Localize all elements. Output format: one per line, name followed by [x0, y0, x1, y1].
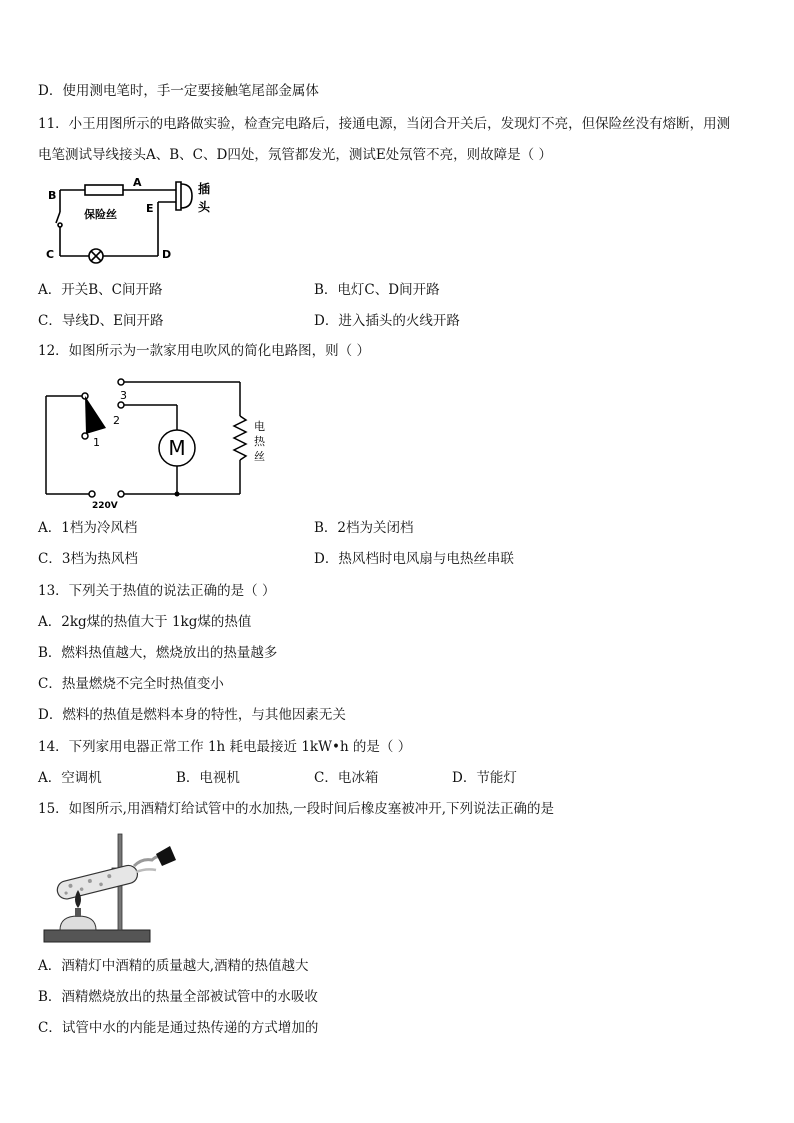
q14-option-b: B．电视机 [176, 770, 240, 786]
position-1-label: 1 [93, 436, 100, 449]
selector-switch [85, 396, 106, 434]
fuse-symbol [85, 185, 123, 195]
q13-option-c: C．热量燃烧不完全时热值变小 [38, 676, 224, 692]
q10-option-d: D．使用测电笔时，手一定要接触笔尾部金属体 [38, 83, 319, 99]
q11-stem-line2: 电笔测试导线接头A、B、C、D四处，氖管都发光，测试E处氖管不亮，则故障是（ ） [38, 147, 552, 163]
q12-option-d: D．热风档时电风扇与电热丝串联 [314, 551, 514, 567]
q13-option-d: D．燃料的热值是燃料本身的特性，与其他因素无关 [38, 707, 346, 723]
q12-option-c: C．3档为热风档 [38, 551, 138, 567]
q12-option-b: B．2档为关闭档 [314, 520, 414, 536]
q15-stem: 15．如图所示,用酒精灯给试管中的水加热,一段时间后橡皮塞被冲开,下列说法正确的是 [38, 801, 555, 817]
q12-stem: 12．如图所示为一款家用电吹风的简化电路图，则（ ） [38, 343, 370, 359]
q15-option-c: C．试管中水的内能是通过热传递的方式增加的 [38, 1020, 319, 1036]
q15-alcohol-lamp-figure [42, 828, 192, 946]
fuse-label: 保险丝 [84, 208, 117, 221]
q15-option-b: B．酒精燃烧放出的热量全部被试管中的水吸收 [38, 989, 318, 1005]
rubber-stopper [156, 846, 176, 866]
plug-label-2: 头 [198, 200, 211, 214]
q12-hair-dryer-circuit [40, 372, 280, 512]
q11-stem-line1: 11．小王用图所示的电路做实验，检查完电路后，接通电源，当闭合开关后，发现灯不亮，但保险丝没有熔断，用测 [38, 116, 731, 132]
q14-option-d: D．节能灯 [452, 770, 517, 786]
plug-symbol [176, 182, 181, 210]
label-e: E [146, 202, 154, 215]
q14-option-c: C．电冰箱 [314, 770, 379, 786]
q14-option-a: A．空调机 [38, 770, 102, 786]
q13-option-a: A．2kg煤的热值大于 1kg煤的热值 [38, 614, 252, 630]
q11-option-a: A．开关B、C间开路 [38, 282, 163, 298]
label-d: D [162, 248, 172, 261]
label-c: C [46, 248, 55, 261]
q11-option-d: D．进入插头的火线开路 [314, 313, 460, 329]
q11-option-b: B．电灯C、D间开路 [314, 282, 440, 298]
position-2-label: 2 [113, 414, 120, 427]
q13-stem: 13．下列关于热值的说法正确的是（ ） [38, 583, 276, 599]
voltage-label: 220V [92, 501, 118, 511]
label-b: B [48, 189, 57, 202]
position-3-label: 3 [120, 389, 127, 402]
motor-label: M [168, 436, 186, 460]
switch-symbol [56, 212, 60, 223]
q14-stem: 14．下列家用电器正常工作 1h 耗电最接近 1kW•h 的是（ ） [38, 739, 412, 755]
q13-option-b: B．燃料热值越大，燃烧放出的热量越多 [38, 645, 278, 661]
q11-option-c: C．导线D、E间开路 [38, 313, 164, 329]
heater-label-2: 热 [254, 435, 265, 448]
test-tube [55, 864, 139, 901]
alcohol-lamp [60, 916, 96, 930]
plug-label-1: 插 [198, 182, 211, 196]
heater-label-1: 电 [254, 420, 265, 433]
q12-option-a: A．1档为冷风档 [38, 520, 138, 536]
q15-option-a: A．酒精灯中酒精的质量越大,酒精的热值越大 [38, 958, 309, 974]
heater-label-3: 丝 [254, 450, 265, 463]
q11-circuit-figure [40, 176, 230, 270]
label-a: A [133, 176, 142, 189]
